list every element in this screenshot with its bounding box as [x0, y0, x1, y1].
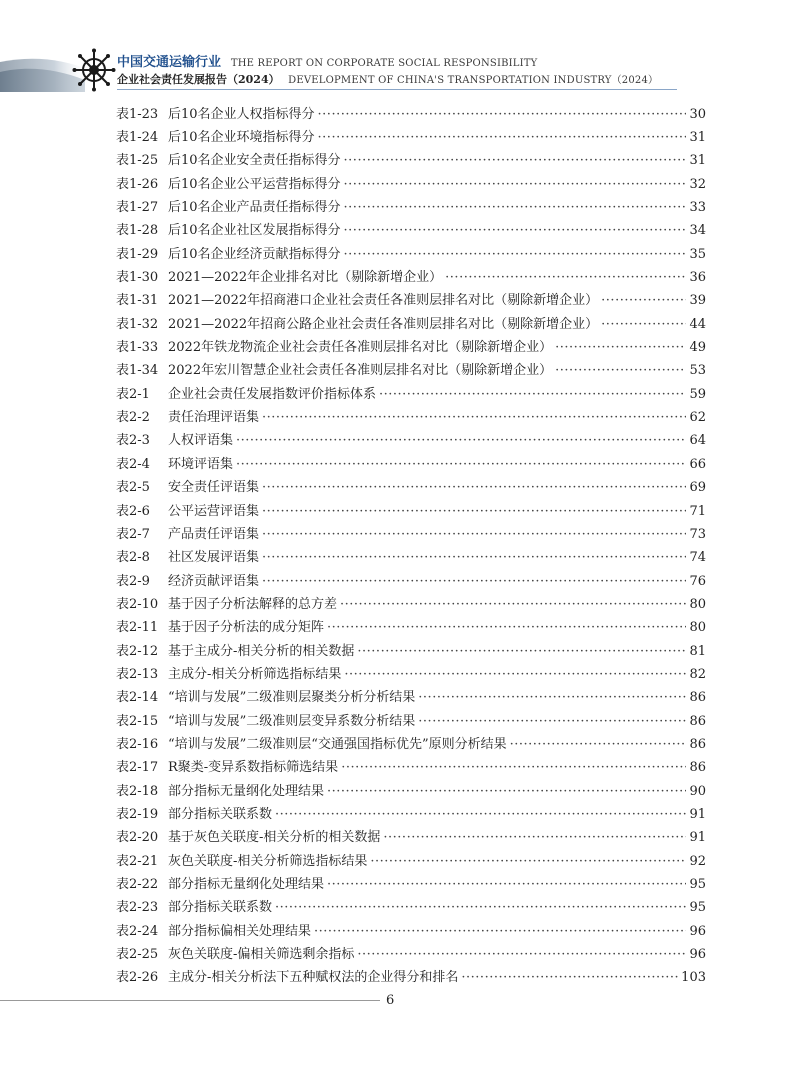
toc-entry-label: 表2-25 [116, 947, 159, 963]
header-report-en: DEVELOPMENT OF CHINA'S TRANSPORTATION INDUSTRY（2024） [288, 75, 659, 86]
toc-entry-title: 基于因子分析法的成分矩阵 [168, 620, 325, 636]
toc-entry-page: 49 [689, 340, 706, 356]
toc-entry-label: 表2-4 [116, 456, 150, 472]
toc-dot-leader [383, 830, 686, 846]
toc-entry-page: 86 [689, 713, 706, 729]
toc-entry-page: 95 [689, 900, 706, 916]
toc-entry-label: 表2-23 [116, 900, 159, 916]
toc-entry[interactable] [116, 827, 706, 850]
toc-dot-leader [327, 784, 686, 800]
table-of-contents [116, 103, 706, 990]
toc-entry-title: 部分指标关联系数 [168, 806, 273, 822]
toc-entry-label: 表2-17 [116, 760, 159, 776]
toc-entry[interactable] [116, 710, 706, 733]
toc-entry-title: 后10名企业环境指标得分 [168, 130, 315, 146]
toc-entry-page: 91 [689, 806, 706, 822]
toc-dot-leader [344, 153, 687, 169]
toc-entry[interactable] [116, 126, 706, 149]
toc-entry[interactable] [116, 850, 706, 873]
toc-entry-page: 92 [689, 853, 706, 869]
toc-entry-label: 表2-6 [116, 503, 150, 519]
toc-dot-leader [344, 247, 687, 263]
header-title-line [117, 55, 537, 71]
toc-entry-page: 76 [689, 573, 706, 589]
toc-entry[interactable] [116, 617, 706, 640]
toc-entry-page: 31 [689, 130, 706, 146]
toc-entry-page: 103 [681, 970, 706, 986]
toc-dot-leader [418, 690, 686, 706]
toc-entry-page: 81 [689, 643, 706, 659]
toc-entry-title: 基于灰色关联度-相关分析的相关数据 [168, 830, 381, 846]
toc-entry-page: 86 [689, 736, 706, 752]
toc-entry-label: 表2-11 [116, 620, 159, 636]
toc-entry-label: 表1-28 [116, 223, 159, 239]
toc-entry-title: 后10名企业安全责任指标得分 [168, 153, 341, 169]
toc-entry-title: 企业社会责任发展指数评价指标体系 [168, 386, 377, 402]
toc-entry-title: 2022年铁龙物流企业社会责任各准则层排名对比（剔除新增企业） [168, 340, 553, 356]
toc-dot-leader [275, 900, 686, 916]
toc-entry-page: 32 [689, 176, 706, 192]
toc-entry[interactable] [116, 430, 706, 453]
toc-entry[interactable] [116, 453, 706, 476]
toc-entry-title: 后10名企业公平运营指标得分 [168, 176, 341, 192]
toc-entry[interactable] [116, 757, 706, 780]
toc-entry[interactable] [116, 663, 706, 686]
toc-entry[interactable] [116, 733, 706, 756]
header-divider [117, 89, 677, 90]
toc-entry-title: 2021—2022年招商港口企业社会责任各准则层排名对比（剔除新增企业） [168, 293, 599, 309]
toc-entry-label: 表2-2 [116, 410, 150, 426]
toc-dot-leader [318, 130, 687, 146]
toc-entry-title: 灰色关联度-相关分析筛选指标结果 [168, 853, 368, 869]
toc-dot-leader [262, 527, 686, 543]
toc-entry-label: 表1-23 [116, 106, 159, 122]
header-brand-cn: 中国交通运输行业 [117, 55, 222, 70]
toc-dot-leader [461, 970, 678, 986]
toc-dot-leader [601, 317, 686, 333]
toc-entry-page: 36 [689, 270, 706, 286]
toc-entry[interactable] [116, 547, 706, 570]
toc-entry-label: 表1-29 [116, 246, 159, 262]
toc-dot-leader [344, 223, 687, 239]
toc-entry[interactable] [116, 593, 706, 616]
toc-entry[interactable] [116, 570, 706, 593]
toc-entry-page: 53 [689, 363, 706, 379]
toc-entry-label: 表2-14 [116, 690, 159, 706]
toc-entry-page: 31 [689, 153, 706, 169]
toc-entry-page: 64 [689, 433, 706, 449]
toc-entry-label: 表2-26 [116, 970, 159, 986]
page-number: 6 [386, 993, 395, 1008]
toc-entry[interactable] [116, 173, 706, 196]
toc-entry-page: 96 [689, 923, 706, 939]
toc-dot-leader [262, 480, 686, 496]
toc-entry-title: 2021—2022年企业排名对比（剔除新增企业） [168, 270, 443, 286]
toc-dot-leader [418, 714, 686, 730]
toc-entry-label: 表2-9 [116, 573, 150, 589]
toc-dot-leader [262, 410, 686, 426]
toc-entry-page: 95 [689, 877, 706, 893]
toc-entry-label: 表1-25 [116, 153, 159, 169]
toc-entry[interactable] [116, 290, 706, 313]
page-header [0, 0, 790, 100]
toc-entry[interactable] [116, 220, 706, 243]
toc-entry-title: 产品责任评语集 [168, 526, 260, 542]
toc-entry[interactable] [116, 336, 706, 359]
toc-entry[interactable] [116, 266, 706, 289]
toc-entry-page: 86 [689, 690, 706, 706]
toc-entry-page: 62 [689, 410, 706, 426]
toc-entry-title: 责任治理评语集 [168, 410, 260, 426]
toc-entry-title: 经济贡献评语集 [168, 573, 260, 589]
toc-entry[interactable] [116, 103, 706, 126]
toc-entry[interactable] [116, 780, 706, 803]
toc-entry[interactable] [116, 640, 706, 663]
toc-entry[interactable] [116, 313, 706, 336]
toc-entry-page: 44 [689, 316, 706, 332]
toc-dot-leader [314, 924, 686, 940]
toc-dot-leader [555, 340, 686, 356]
toc-dot-leader [262, 574, 686, 590]
toc-entry-page: 82 [689, 666, 706, 682]
toc-entry-title: 主成分-相关分析筛选指标结果 [168, 666, 342, 682]
toc-entry-page: 74 [689, 550, 706, 566]
toc-dot-leader [340, 597, 686, 613]
toc-entry-label: 表2-20 [116, 830, 159, 846]
toc-entry[interactable] [116, 406, 706, 429]
toc-entry-label: 表2-10 [116, 596, 159, 612]
toc-entry-title: 后10名企业经济贡献指标得分 [168, 246, 341, 262]
toc-entry-title: 部分指标无量纲化处理结果 [168, 877, 325, 893]
toc-entry-title: 基于因子分析法解释的总方差 [168, 596, 338, 612]
toc-dot-leader [601, 293, 686, 309]
toc-entry-label: 表1-26 [116, 176, 159, 192]
toc-entry-label: 表2-5 [116, 480, 150, 496]
toc-entry[interactable] [116, 873, 706, 896]
toc-entry-title: R聚类-变异系数指标筛选结果 [168, 760, 339, 776]
toc-entry-label: 表2-1 [116, 386, 150, 402]
toc-entry-page: 73 [689, 526, 706, 542]
toc-entry-label: 表1-27 [116, 200, 159, 216]
toc-entry-title: 部分指标关联系数 [168, 900, 273, 916]
toc-dot-leader [357, 947, 686, 963]
toc-entry-page: 71 [689, 503, 706, 519]
toc-entry-label: 表1-32 [116, 316, 159, 332]
toc-dot-leader [370, 854, 686, 870]
toc-entry-title: “培训与发展”二级准则层“交通强国指标优先”原则分析结果 [168, 736, 507, 752]
toc-entry-page: 80 [689, 596, 706, 612]
toc-entry-page: 80 [689, 620, 706, 636]
toc-entry-title: 基于主成分-相关分析的相关数据 [168, 643, 355, 659]
toc-dot-leader [379, 387, 686, 403]
toc-entry[interactable] [116, 243, 706, 266]
toc-entry-label: 表2-7 [116, 526, 150, 542]
toc-entry-label: 表2-3 [116, 433, 150, 449]
toc-entry-label: 表1-24 [116, 130, 159, 146]
toc-dot-leader [318, 107, 687, 123]
toc-entry-page: 90 [689, 783, 706, 799]
header-brand-en: THE REPORT ON CORPORATE SOCIAL RESPONSIBILITY [230, 58, 538, 69]
toc-entry-label: 表2-8 [116, 550, 150, 566]
toc-entry-title: “培训与发展”二级准则层聚类分析分析结果 [168, 690, 416, 706]
toc-entry-label: 表2-12 [116, 643, 159, 659]
toc-entry-label: 表1-33 [116, 340, 159, 356]
toc-entry-page: 69 [689, 480, 706, 496]
toc-dot-leader [344, 177, 687, 193]
toc-entry-title: 灰色关联度-偏相关筛选剩余指标 [168, 947, 355, 963]
toc-entry-title: 部分指标无量纲化处理结果 [168, 783, 325, 799]
toc-dot-leader [262, 550, 686, 566]
toc-entry-label: 表2-22 [116, 877, 159, 893]
toc-entry-label: 表1-31 [116, 293, 159, 309]
toc-entry-title: 后10名企业社区发展指标得分 [168, 223, 341, 239]
ship-wheel-icon [72, 48, 116, 92]
toc-entry-label: 表1-34 [116, 363, 159, 379]
toc-entry-page: 86 [689, 760, 706, 776]
toc-entry-label: 表2-13 [116, 666, 159, 682]
toc-entry-page: 33 [689, 200, 706, 216]
toc-dot-leader [555, 363, 686, 379]
toc-entry-title: 主成分-相关分析法下五种赋权法的企业得分和排名 [168, 970, 459, 986]
toc-entry-page: 30 [689, 106, 706, 122]
toc-dot-leader [327, 877, 686, 893]
toc-entry-title: 公平运营评语集 [168, 503, 260, 519]
toc-entry[interactable] [116, 150, 706, 173]
toc-entry-label: 表2-18 [116, 783, 159, 799]
header-subtitle-line [117, 73, 658, 87]
toc-entry-page: 35 [689, 246, 706, 262]
toc-entry-label: 表2-24 [116, 923, 159, 939]
toc-entry[interactable] [116, 967, 706, 990]
toc-entry-page: 66 [689, 456, 706, 472]
toc-entry[interactable] [116, 196, 706, 219]
toc-entry-title: 后10名企业产品责任指标得分 [168, 200, 341, 216]
toc-dot-leader [357, 644, 686, 660]
toc-entry-label: 表1-30 [116, 270, 159, 286]
toc-entry-title: 环境评语集 [168, 456, 234, 472]
toc-dot-leader [327, 620, 686, 636]
toc-entry[interactable] [116, 943, 706, 966]
toc-dot-leader [445, 270, 686, 286]
header-report-cn: 企业社会责任发展报告（2024） [117, 73, 280, 86]
toc-entry-page: 59 [689, 386, 706, 402]
toc-entry-title: 2021—2022年招商公路企业社会责任各准则层排名对比（剔除新增企业） [168, 316, 599, 332]
toc-entry-title: 部分指标偏相关处理结果 [168, 923, 312, 939]
footer-divider [0, 1000, 380, 1001]
toc-entry[interactable] [116, 523, 706, 546]
toc-entry[interactable] [116, 803, 706, 826]
toc-entry-page: 91 [689, 830, 706, 846]
toc-dot-leader [344, 200, 687, 216]
toc-entry[interactable] [116, 687, 706, 710]
toc-entry[interactable] [116, 920, 706, 943]
toc-entry-label: 表2-19 [116, 806, 159, 822]
toc-dot-leader [510, 737, 687, 753]
toc-dot-leader [236, 457, 686, 473]
toc-entry-label: 表2-15 [116, 713, 159, 729]
toc-entry[interactable] [116, 477, 706, 500]
toc-entry-title: 后10名企业人权指标得分 [168, 106, 315, 122]
toc-entry-title: 社区发展评语集 [168, 550, 260, 566]
toc-entry-title: 安全责任评语集 [168, 480, 260, 496]
toc-dot-leader [275, 807, 686, 823]
toc-entry-title: 2022年宏川智慧企业社会责任各准则层排名对比（剔除新增企业） [168, 363, 553, 379]
toc-entry-label: 表2-21 [116, 853, 159, 869]
toc-entry[interactable] [116, 360, 706, 383]
toc-dot-leader [344, 667, 686, 683]
toc-entry-label: 表2-16 [116, 736, 159, 752]
toc-entry-page: 39 [689, 293, 706, 309]
toc-entry[interactable] [116, 383, 706, 406]
toc-entry-page: 96 [689, 947, 706, 963]
toc-entry-page: 34 [689, 223, 706, 239]
toc-entry-title: “培训与发展”二级准则层变异系数分析结果 [168, 713, 416, 729]
toc-entry[interactable] [116, 897, 706, 920]
toc-dot-leader [236, 433, 686, 449]
toc-entry-title: 人权评语集 [168, 433, 234, 449]
toc-dot-leader [262, 504, 686, 520]
toc-entry[interactable] [116, 500, 706, 523]
toc-dot-leader [341, 760, 686, 776]
